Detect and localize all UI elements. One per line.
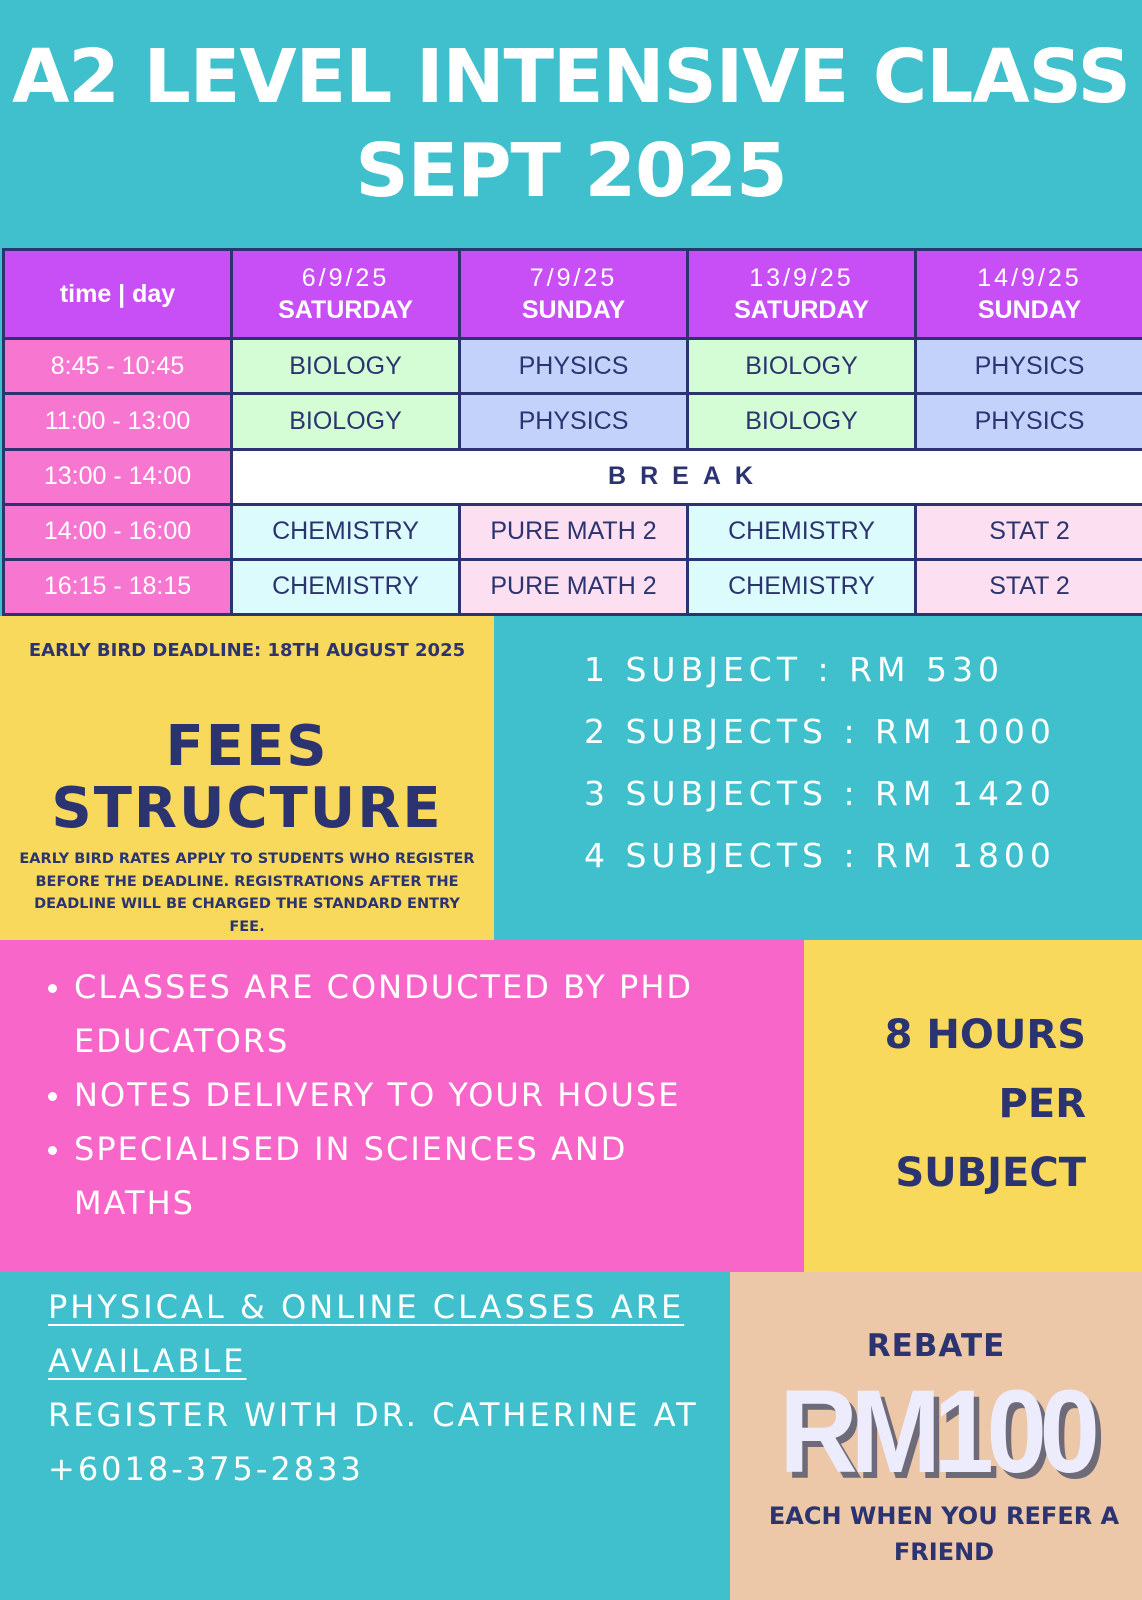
day-date: 13/9/25 (749, 264, 854, 293)
subject-cell: STAT 2 (916, 504, 1142, 559)
hours-line-1: 8 HOURS (884, 1012, 1086, 1058)
hours-line-3: SUBJECT (895, 1150, 1086, 1196)
list-item (48, 960, 788, 1068)
feature-text: CLASSES ARE CONDUCTED BY PHD (74, 968, 694, 1006)
subject-cell: PHYSICS (460, 394, 688, 449)
time-slot: 8:45 - 10:45 (4, 339, 232, 394)
subject-cell: STAT 2 (916, 559, 1142, 614)
feature-text: SPECIALISED IN SCIENCES AND (74, 1130, 628, 1168)
subject-cell: PHYSICS (916, 394, 1142, 449)
day-header-4 (916, 250, 1142, 339)
feature-text: MATHS (74, 1184, 195, 1222)
fees-title (0, 716, 494, 840)
features-list (48, 960, 788, 1230)
table-row (4, 339, 1142, 394)
price-line: 3 SUBJECTS : RM 1420 (584, 774, 1056, 813)
list-item (48, 1068, 788, 1122)
table-row (4, 559, 1142, 614)
day-header-3 (688, 250, 916, 339)
day-date: 7/9/25 (529, 264, 618, 293)
time-slot: 16:15 - 18:15 (4, 559, 232, 614)
fees-title-line-2: STRUCTURE (51, 776, 443, 841)
fees-title-line-1: FEES (165, 714, 329, 779)
table-row (4, 394, 1142, 449)
bullet-icon (48, 984, 57, 993)
subject-cell: PURE MATH 2 (460, 504, 688, 559)
features-panel (0, 940, 804, 1272)
register-text: REGISTER WITH DR. CATHERINE AT (48, 1396, 699, 1434)
page-title-line-1: A2 LEVEL INTENSIVE CLASS (12, 34, 1130, 120)
phone-number: +6018-375-2833 (48, 1450, 364, 1488)
hours-line-2: PER (998, 1081, 1086, 1127)
feature-text: EDUCATORS (74, 1022, 290, 1060)
time-slot: 11:00 - 13:00 (4, 394, 232, 449)
subject-cell: PHYSICS (460, 339, 688, 394)
pricing-panel (494, 616, 1142, 940)
early-bird-note: EARLY BIRD RATES APPLY TO STUDENTS WHO REGISTER BEFORE THE DEADLINE. REGISTRATIONS AFTER THE DEADLINE WILL BE CHARGED THE STANDARD ENTRY FEE. (19, 851, 475, 935)
rebate-subtitle (746, 1498, 1142, 1570)
time-slot: 14:00 - 16:00 (4, 504, 232, 559)
day-name: SUNDAY (521, 296, 626, 325)
day-header-1 (232, 250, 460, 339)
subject-cell: PHYSICS (916, 339, 1142, 394)
rebate-panel (730, 1272, 1142, 1600)
rebate-subtitle-line-1: EACH WHEN YOU REFER A (768, 1502, 1120, 1530)
fees-structure-panel (0, 616, 494, 940)
schedule-table (2, 248, 1142, 616)
price-line: 2 SUBJECTS : RM 1000 (584, 712, 1056, 751)
subject-cell: BIOLOGY (688, 394, 916, 449)
price-line: 4 SUBJECTS : RM 1800 (584, 836, 1056, 875)
bullet-icon (48, 1146, 57, 1155)
page-title-line-2: SEPT 2025 (355, 128, 787, 214)
subject-cell: CHEMISTRY (232, 559, 460, 614)
day-name: SATURDAY (734, 296, 869, 325)
table-row (4, 449, 1142, 504)
corner-label: time | day (4, 250, 232, 339)
subject-cell: PURE MATH 2 (460, 559, 688, 614)
hours-panel (804, 940, 1142, 1272)
rebate-amount: RM100 (779, 1366, 1093, 1498)
day-name: SUNDAY (977, 296, 1082, 325)
subject-cell: BIOLOGY (232, 339, 460, 394)
table-row (4, 504, 1142, 559)
list-item (48, 1122, 788, 1230)
day-date: 14/9/25 (977, 264, 1082, 293)
availability-text: AVAILABLE (48, 1342, 247, 1380)
bullet-icon (48, 1092, 57, 1101)
rebate-title: REBATE (866, 1328, 1006, 1364)
availability-text: PHYSICAL & ONLINE CLASSES ARE (48, 1288, 685, 1326)
subject-cell: CHEMISTRY (688, 559, 916, 614)
day-name: SATURDAY (278, 296, 413, 325)
subject-cell: BIOLOGY (232, 394, 460, 449)
schedule-header-row (4, 250, 1142, 339)
subject-cell: BIOLOGY (688, 339, 916, 394)
contact-panel (0, 1272, 730, 1600)
time-slot: 13:00 - 14:00 (4, 449, 232, 504)
subject-cell: CHEMISTRY (232, 504, 460, 559)
early-bird-deadline: EARLY BIRD DEADLINE: 18TH AUGUST 2025 (28, 640, 466, 661)
rebate-subtitle-line-2: FRIEND (893, 1538, 995, 1566)
day-header-2 (460, 250, 688, 339)
subject-cell: CHEMISTRY (688, 504, 916, 559)
break-cell: BREAK (232, 449, 1142, 504)
header (0, 0, 1142, 248)
day-date: 6/9/25 (301, 264, 390, 293)
feature-text: NOTES DELIVERY TO YOUR HOUSE (74, 1076, 681, 1114)
price-line: 1 SUBJECT : RM 530 (584, 650, 1004, 689)
